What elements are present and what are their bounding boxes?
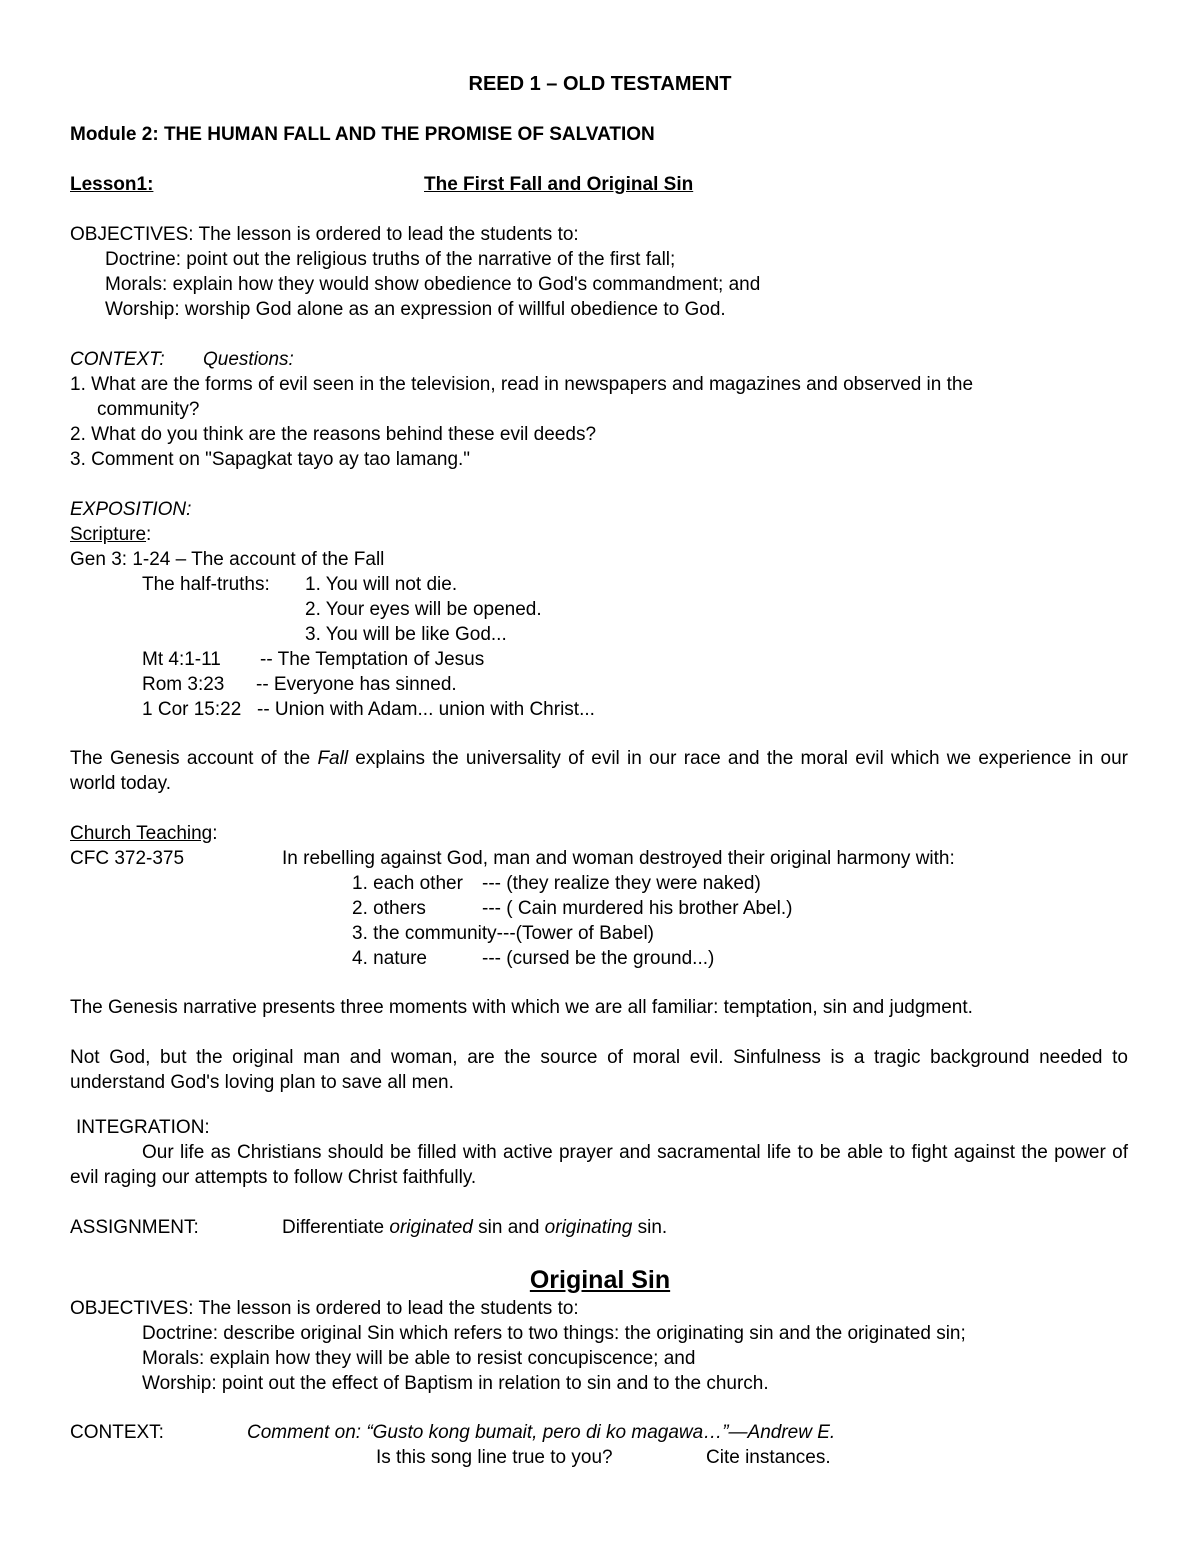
module-title: Module 2: THE HUMAN FALL AND THE PROMISE OF SALVATION — [70, 124, 655, 145]
lesson-label: Lesson1: — [70, 174, 154, 195]
assignment-originating: originating — [544, 1217, 633, 1238]
half-truth-3: 3. You will be like God... — [305, 624, 507, 645]
scripture-colon: : — [146, 524, 152, 545]
harmony-item-2: 2. others — [352, 898, 426, 919]
assignment-text-2: sin and — [472, 1217, 545, 1238]
ref-rom-text: -- Everyone has sinned. — [256, 674, 457, 695]
lesson-title: The First Fall and Original Sin — [424, 174, 694, 195]
original-sin-objective-doctrine: Doctrine: describe original Sin which refers to two things: the originating sin and the originated sin; — [142, 1323, 966, 1344]
cfc-reference: CFC 372-375 — [70, 848, 185, 869]
half-truth-2: 2. Your eyes will be opened. — [305, 599, 542, 620]
scripture-heading — [70, 522, 151, 547]
harmony-item-3 — [352, 921, 654, 946]
original-sin-context-question: Is this song line true to you? — [376, 1447, 613, 1468]
original-sin-context-comment: Comment on: “Gusto kong bumait, pero di ko magawa…”—Andrew E. — [247, 1422, 836, 1443]
ref-cor: 1 Cor 15:22 — [142, 699, 242, 720]
integration-paragraph: Our life as Christians should be filled with active prayer and sacramental life to be able to fight against the power of evil raging our attempts to follow Christ faithfully. — [70, 1142, 1128, 1188]
genesis-paragraph-fall: Fall — [317, 748, 349, 769]
ref-rom: Rom 3:23 — [142, 674, 225, 695]
assignment-text — [282, 1215, 667, 1240]
context-questions-label: Questions: — [203, 349, 294, 370]
original-sin-objectives-intro: OBJECTIVES: The lesson is ordered to lead the students to: — [70, 1298, 579, 1319]
harmony-note-2: --- ( Cain murdered his brother Abel.) — [482, 898, 793, 919]
church-teaching-heading — [70, 821, 218, 846]
assignment-originated: originated — [389, 1217, 473, 1238]
gen-reference: Gen 3: 1-24 – The account of the Fall — [70, 549, 385, 570]
original-sin-title: Original Sin — [529, 1266, 671, 1294]
original-sin-context-label: CONTEXT: — [70, 1422, 164, 1443]
genesis-paragraph — [70, 746, 1128, 796]
genesis-paragraph-end: explains the universality of evil in our race and the moral evil which we experience in our world today. — [70, 748, 1128, 794]
context-question-1: 1. What are the forms of evil seen in the television, read in newspapers and magazines and observed in the — [70, 374, 974, 395]
ref-mt-text: -- The Temptation of Jesus — [260, 649, 485, 670]
course-title: REED 1 – OLD TESTAMENT — [468, 73, 732, 95]
cfc-text: In rebelling against God, man and woman destroyed their original harmony with: — [282, 848, 955, 869]
ref-cor-text: -- Union with Adam... union with Christ... — [257, 699, 595, 720]
assignment-text-1: Differentiate — [282, 1217, 390, 1238]
half-truths-label: The half-truths: — [142, 574, 270, 595]
church-teaching-label: Church Teaching — [70, 823, 213, 844]
narrative-paragraph: The Genesis narrative presents three moments with which we are all familiar: temptation, sin and judgment. — [70, 997, 973, 1018]
ref-mt: Mt 4:1-11 — [142, 649, 221, 670]
not-god-paragraph: Not God, but the original man and woman, are the source of moral evil. Sinfulness is a tragic background needed to understand God's loving plan to save all men. — [70, 1047, 1128, 1093]
context-question-3: 3. Comment on "Sapagkat tayo ay tao lamang." — [70, 449, 471, 470]
exposition-label: EXPOSITION: — [70, 499, 192, 520]
context-label: CONTEXT: — [70, 349, 165, 370]
integration-label: INTEGRATION: — [76, 1117, 210, 1138]
context-question-2: 2. What do you think are the reasons behind these evil deeds? — [70, 424, 597, 445]
genesis-paragraph-start: The Genesis account of the — [70, 748, 318, 769]
objectives-intro: OBJECTIVES: The lesson is ordered to lead the students to: — [70, 224, 579, 245]
half-truth-1: 1. You will not die. — [305, 574, 458, 595]
harmony-item-3-label: 3. the community — [352, 923, 497, 944]
harmony-note-4: --- (cursed be the ground...) — [482, 948, 715, 969]
objective-doctrine: Doctrine: point out the religious truths of the narrative of the first fall; — [105, 249, 676, 270]
objective-worship: Worship: worship God alone as an expression of willful obedience to God. — [105, 299, 726, 320]
assignment-label: ASSIGNMENT: — [70, 1217, 199, 1238]
harmony-note-1: --- (they realize they were naked) — [482, 873, 761, 894]
original-sin-context-cite: Cite instances. — [706, 1447, 831, 1468]
context-question-1-cont: community? — [97, 399, 200, 420]
assignment-text-3: sin. — [632, 1217, 668, 1238]
harmony-item-4: 4. nature — [352, 948, 427, 969]
scripture-label: Scripture — [70, 524, 147, 545]
church-teaching-colon: : — [212, 823, 218, 844]
harmony-item-1: 1. each other — [352, 873, 463, 894]
original-sin-objective-morals: Morals: explain how they will be able to resist concupiscence; and — [142, 1348, 696, 1369]
original-sin-objective-worship: Worship: point out the effect of Baptism in relation to sin and to the church. — [142, 1373, 769, 1394]
objective-morals: Morals: explain how they would show obedience to God's commandment; and — [105, 274, 761, 295]
harmony-note-3: ---(Tower of Babel) — [496, 923, 654, 944]
